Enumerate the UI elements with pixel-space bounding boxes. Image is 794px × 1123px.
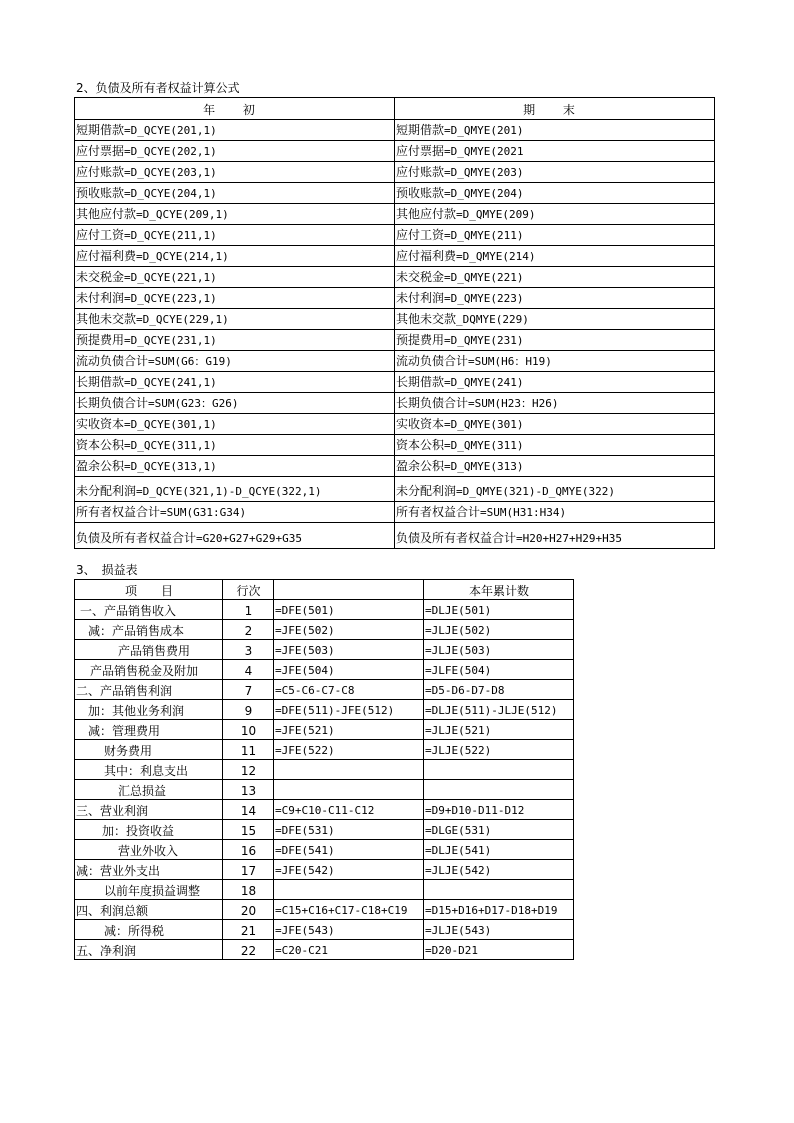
current-formula-cell[interactable]: =JFE(542) [274, 860, 424, 880]
line-no-cell: 20 [223, 900, 274, 920]
begin-formula-cell[interactable] [75, 246, 395, 267]
table-row [75, 740, 574, 760]
current-formula-cell[interactable]: =JFE(503) [274, 640, 424, 660]
formula-text: =D_QMYE(211) [444, 229, 524, 242]
current-formula-cell[interactable]: =JFE(502) [274, 620, 424, 640]
account-label: 短期借款 [396, 123, 445, 137]
formula-text: =D_QCYE(209,1) [136, 208, 229, 221]
formula-text: =D_QCYE(241,1) [124, 376, 217, 389]
table-row [75, 456, 715, 477]
line-no-cell: 2 [223, 620, 274, 640]
begin-formula-cell[interactable] [75, 141, 395, 162]
formula-text: =D_QMYE(241) [444, 376, 524, 389]
account-label: 其他应付款 [396, 207, 457, 221]
table-row [75, 477, 715, 502]
item-cell: 产品销售税金及附加 [75, 660, 223, 680]
current-formula-cell[interactable]: =C20-C21 [274, 940, 424, 960]
line-no-cell: 17 [223, 860, 274, 880]
end-formula-cell[interactable] [395, 288, 715, 309]
formula-text: =D_QCYE(203,1) [124, 166, 217, 179]
table-row [75, 246, 715, 267]
formula-text: =G20+G27+G29+G35 [196, 532, 302, 545]
formula-text: =D_QCYE(211,1) [124, 229, 217, 242]
begin-formula-cell[interactable] [75, 225, 395, 246]
table-row [75, 640, 574, 660]
table-row [75, 141, 715, 162]
account-label: 所有者权益合计 [396, 505, 481, 519]
account-label: 负债及所有者权益合计 [396, 531, 517, 545]
table-row [75, 162, 715, 183]
begin-formula-cell[interactable] [75, 183, 395, 204]
table-row [75, 351, 715, 372]
ytd-formula-cell[interactable] [424, 760, 574, 780]
line-no-cell: 14 [223, 800, 274, 820]
end-formula-cell[interactable] [395, 267, 715, 288]
begin-formula-cell[interactable] [75, 414, 395, 435]
formula-text: =D_QMYE(313) [444, 460, 524, 473]
end-formula-cell[interactable] [395, 330, 715, 351]
end-formula-cell[interactable] [395, 183, 715, 204]
table-row [75, 760, 574, 780]
end-formula-cell[interactable] [395, 225, 715, 246]
ytd-formula-cell[interactable]: =JLJE(502) [424, 620, 574, 640]
account-label: 其他未交款 [396, 312, 457, 326]
ytd-formula-cell[interactable]: =DLGE(531) [424, 820, 574, 840]
line-no-cell: 9 [223, 700, 274, 720]
table-row [75, 780, 574, 800]
current-formula-cell[interactable]: =DFE(511)-JFE(512) [274, 700, 424, 720]
line-no-cell: 13 [223, 780, 274, 800]
item-cell: 五、净利润 [75, 940, 223, 960]
line-no-cell: 12 [223, 760, 274, 780]
table-row [75, 860, 574, 880]
begin-formula-cell[interactable] [75, 162, 395, 183]
liability-equity-formula-table [74, 97, 715, 549]
formula-text: =D_QMYE(221) [444, 271, 524, 284]
end-formula-cell[interactable] [395, 372, 715, 393]
account-label: 所有者权益合计 [76, 505, 161, 519]
account-label: 盈余公积 [396, 459, 445, 473]
account-label: 流动负债合计 [76, 354, 149, 368]
account-label: 盈余公积 [76, 459, 125, 473]
line-no-cell: 21 [223, 920, 274, 940]
begin-formula-cell[interactable] [75, 477, 395, 502]
table-row [75, 414, 715, 435]
account-label: 负债及所有者权益合计 [76, 531, 197, 545]
begin-formula-cell[interactable] [75, 456, 395, 477]
ytd-formula-cell[interactable]: =JLFE(504) [424, 660, 574, 680]
account-label: 未分配利润 [76, 484, 137, 498]
end-formula-cell[interactable] [395, 414, 715, 435]
header-item: 项 目 [75, 580, 223, 600]
item-cell: 一、产品销售收入 [75, 600, 223, 620]
ytd-formula-cell[interactable] [424, 880, 574, 900]
table-header-row [75, 580, 574, 600]
table-row [75, 660, 574, 680]
begin-formula-cell[interactable] [75, 309, 395, 330]
account-label: 预提费用 [396, 333, 445, 347]
table-row [75, 900, 574, 920]
table-row [75, 880, 574, 900]
table-row [75, 523, 715, 549]
begin-formula-cell[interactable] [75, 330, 395, 351]
current-formula-cell[interactable]: =JFE(521) [274, 720, 424, 740]
begin-formula-cell[interactable] [75, 267, 395, 288]
current-formula-cell[interactable]: =C9+C10-C11-C12 [274, 800, 424, 820]
formula-text: =D_QCYE(313,1) [124, 460, 217, 473]
end-formula-cell[interactable] [395, 120, 715, 141]
account-label: 短期借款 [76, 123, 125, 137]
begin-formula-cell[interactable] [75, 393, 395, 414]
table-row [75, 309, 715, 330]
table-row [75, 435, 715, 456]
ytd-formula-cell[interactable]: =JLJE(543) [424, 920, 574, 940]
begin-formula-cell[interactable] [75, 435, 395, 456]
end-formula-cell[interactable] [395, 523, 715, 549]
line-no-cell: 16 [223, 840, 274, 860]
account-label: 应付票据 [76, 144, 125, 158]
formula-text: =D_QMYE(204) [444, 187, 524, 200]
account-label: 资本公积 [76, 438, 125, 452]
table-row [75, 288, 715, 309]
begin-formula-cell[interactable] [75, 502, 395, 523]
formula-text: =D_QMYE(214) [456, 250, 536, 263]
table-row [75, 720, 574, 740]
formula-text: =D_QMYE(311) [444, 439, 524, 452]
line-no-cell: 7 [223, 680, 274, 700]
current-formula-cell[interactable]: =DFE(541) [274, 840, 424, 860]
formula-text: =D_QCYE(229,1) [136, 313, 229, 326]
ytd-formula-cell[interactable]: =DLJE(501) [424, 600, 574, 620]
table-row [75, 840, 574, 860]
begin-formula-cell[interactable] [75, 372, 395, 393]
account-label: 实收资本 [396, 417, 445, 431]
ytd-formula-cell[interactable]: =D9+D10-D11-D12 [424, 800, 574, 820]
formula-text: =D_QMYE(209) [456, 208, 536, 221]
ytd-formula-cell[interactable]: =JLJE(503) [424, 640, 574, 660]
line-no-cell: 1 [223, 600, 274, 620]
table-row [75, 393, 715, 414]
section3-title: 3、 损益表 [76, 563, 138, 577]
end-formula-cell[interactable] [395, 351, 715, 372]
table-row [75, 600, 574, 620]
formula-text: =D_QCYE(223,1) [124, 292, 217, 305]
begin-formula-cell[interactable] [75, 288, 395, 309]
ytd-formula-cell[interactable]: =D20-D21 [424, 940, 574, 960]
item-cell: 二、产品销售利润 [75, 680, 223, 700]
section2-title: 2、负债及所有者权益计算公式 [76, 81, 240, 95]
item-cell: 加：投资收益 [75, 820, 223, 840]
item-cell: 减：产品销售成本 [75, 620, 223, 640]
formula-text: =D_QMYE(2021 [444, 145, 524, 158]
end-formula-cell[interactable] [395, 204, 715, 225]
table-row [75, 225, 715, 246]
ytd-formula-cell[interactable]: =D15+D16+D17-D18+D19 [424, 900, 574, 920]
account-label: 应付福利费 [396, 249, 457, 263]
end-formula-cell[interactable] [395, 502, 715, 523]
account-label: 应付票据 [396, 144, 445, 158]
end-formula-cell[interactable] [395, 246, 715, 267]
table-row [75, 267, 715, 288]
account-label: 应付福利费 [76, 249, 137, 263]
header-col3 [274, 580, 424, 600]
account-label: 实收资本 [76, 417, 125, 431]
header-begin: 年 初 [75, 98, 395, 120]
table-row [75, 920, 574, 940]
ytd-formula-cell[interactable]: =D5-D6-D7-D8 [424, 680, 574, 700]
account-label: 资本公积 [396, 438, 445, 452]
formula-text: =H20+H27+H29+H35 [516, 532, 622, 545]
item-cell: 营业外收入 [75, 840, 223, 860]
line-no-cell: 15 [223, 820, 274, 840]
table-row [75, 204, 715, 225]
table-row [75, 700, 574, 720]
formula-text: =D_QCYE(202,1) [124, 145, 217, 158]
formula-text: =D_QMYE(201) [444, 124, 524, 137]
line-no-cell: 4 [223, 660, 274, 680]
account-label: 预提费用 [76, 333, 125, 347]
formula-text: =SUM(G23：G26) [148, 397, 239, 410]
current-formula-cell[interactable] [274, 760, 424, 780]
formula-text: =D_QCYE(321,1)-D_QCYE(322,1) [136, 485, 322, 498]
account-label: 未付利润 [396, 291, 445, 305]
item-cell: 减：管理费用 [75, 720, 223, 740]
formula-text: _DQMYE(229) [456, 313, 529, 326]
item-cell: 减：营业外支出 [75, 860, 223, 880]
formula-text: =D_QCYE(231,1) [124, 334, 217, 347]
line-no-cell: 10 [223, 720, 274, 740]
current-formula-cell[interactable]: =C15+C16+C17-C18+C19 [274, 900, 424, 920]
account-label: 应付账款 [76, 165, 125, 179]
item-cell: 产品销售费用 [75, 640, 223, 660]
line-no-cell: 3 [223, 640, 274, 660]
current-formula-cell[interactable] [274, 880, 424, 900]
account-label: 预收账款 [396, 186, 445, 200]
table-row [75, 940, 574, 960]
end-formula-cell[interactable] [395, 141, 715, 162]
account-label: 应付工资 [76, 228, 125, 242]
account-label: 应付账款 [396, 165, 445, 179]
formula-text: =D_QMYE(231) [444, 334, 524, 347]
end-formula-cell[interactable] [395, 477, 715, 502]
header-line-no: 行次 [223, 580, 274, 600]
account-label: 其他应付款 [76, 207, 137, 221]
formula-text: =SUM(G31:G34) [160, 506, 247, 519]
formula-text: =D_QMYE(321)-D_QMYE(322) [456, 485, 615, 498]
formula-text: =D_QCYE(214,1) [136, 250, 229, 263]
table-row [75, 372, 715, 393]
formula-text: =D_QCYE(301,1) [124, 418, 217, 431]
account-label: 长期负债合计 [396, 396, 469, 410]
formula-text: =D_QMYE(223) [444, 292, 524, 305]
account-label: 未交税金 [396, 270, 445, 284]
current-formula-cell[interactable] [274, 780, 424, 800]
formula-text: =D_QCYE(311,1) [124, 439, 217, 452]
begin-formula-cell[interactable] [75, 120, 395, 141]
formula-text: =SUM(H23：H26) [468, 397, 559, 410]
item-cell: 加：其他业务利润 [75, 700, 223, 720]
ytd-formula-cell[interactable]: =DLJE(511)-JLJE(512) [424, 700, 574, 720]
account-label: 长期借款 [76, 375, 125, 389]
account-label: 长期负债合计 [76, 396, 149, 410]
header-end: 期 末 [395, 98, 715, 120]
table-row [75, 183, 715, 204]
line-no-cell: 18 [223, 880, 274, 900]
ytd-formula-cell[interactable]: =JLJE(522) [424, 740, 574, 760]
current-formula-cell[interactable]: =JFE(543) [274, 920, 424, 940]
formula-text: =D_QCYE(204,1) [124, 187, 217, 200]
account-label: 其他未交款 [76, 312, 137, 326]
end-formula-cell[interactable] [395, 435, 715, 456]
item-cell: 三、营业利润 [75, 800, 223, 820]
ytd-formula-cell[interactable] [424, 780, 574, 800]
income-statement-table [74, 579, 574, 960]
current-formula-cell[interactable]: =JFE(504) [274, 660, 424, 680]
current-formula-cell[interactable]: =DFE(501) [274, 600, 424, 620]
formula-text: =D_QMYE(203) [444, 166, 524, 179]
begin-formula-cell[interactable] [75, 351, 395, 372]
account-label: 未分配利润 [396, 484, 457, 498]
table-row [75, 120, 715, 141]
table-row [75, 680, 574, 700]
item-cell: 四、利润总额 [75, 900, 223, 920]
account-label: 应付工资 [396, 228, 445, 242]
formula-text: =D_QCYE(221,1) [124, 271, 217, 284]
item-cell: 以前年度损益调整 [75, 880, 223, 900]
current-formula-cell[interactable]: =JFE(522) [274, 740, 424, 760]
account-label: 未交税金 [76, 270, 125, 284]
current-formula-cell[interactable]: =DFE(531) [274, 820, 424, 840]
end-formula-cell[interactable] [395, 162, 715, 183]
ytd-formula-cell[interactable]: =JLJE(542) [424, 860, 574, 880]
line-no-cell: 22 [223, 940, 274, 960]
end-formula-cell[interactable] [395, 456, 715, 477]
begin-formula-cell[interactable] [75, 204, 395, 225]
account-label: 未付利润 [76, 291, 125, 305]
formula-text: =D_QMYE(301) [444, 418, 524, 431]
account-label: 流动负债合计 [396, 354, 469, 368]
table-row [75, 800, 574, 820]
ytd-formula-cell[interactable]: =JLJE(521) [424, 720, 574, 740]
item-cell: 汇总损益 [75, 780, 223, 800]
end-formula-cell[interactable] [395, 393, 715, 414]
table-row [75, 620, 574, 640]
item-cell: 财务费用 [75, 740, 223, 760]
table-row [75, 820, 574, 840]
item-cell: 减：所得税 [75, 920, 223, 940]
account-label: 预收账款 [76, 186, 125, 200]
end-formula-cell[interactable] [395, 309, 715, 330]
current-formula-cell[interactable]: =C5-C6-C7-C8 [274, 680, 424, 700]
item-cell: 其中：利息支出 [75, 760, 223, 780]
begin-formula-cell[interactable] [75, 523, 395, 549]
formula-text: =SUM(H31:H34) [480, 506, 567, 519]
table-header-row [75, 98, 715, 120]
table-row [75, 330, 715, 351]
formula-text: =D_QCYE(201,1) [124, 124, 217, 137]
header-ytd: 本年累计数 [424, 580, 574, 600]
line-no-cell: 11 [223, 740, 274, 760]
ytd-formula-cell[interactable]: =DLJE(541) [424, 840, 574, 860]
account-label: 长期借款 [396, 375, 445, 389]
formula-text: =SUM(H6：H19) [468, 355, 552, 368]
formula-text: =SUM(G6：G19) [148, 355, 232, 368]
table-row [75, 502, 715, 523]
